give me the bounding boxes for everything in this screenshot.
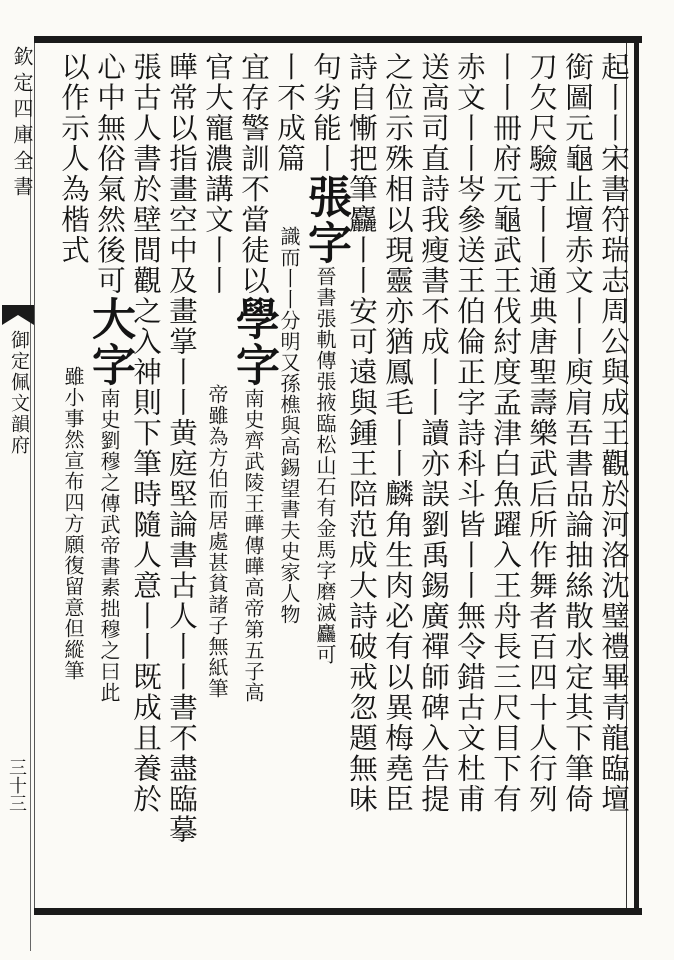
frame-right-border — [634, 36, 639, 915]
text-column-7: 之位示殊相以現靈亦猶鳳毛丨丨麟角生肉必有以異梅堯臣 — [381, 52, 414, 815]
text-column-13: 曄常以指畫空中及畫掌丨丨黄庭堅論書古人丨丨書不盡臨摹 — [165, 52, 198, 845]
headword-zhang-zi: 張字 — [300, 174, 351, 266]
section-title: 御定佩文韻府 — [8, 330, 30, 456]
text-column-1: 起丨丨宋書符瑞志周公與成王觀於河洛沈璧禮畢青龍臨壇 — [597, 52, 630, 815]
text-column-12: 官大寵濃講文丨丨帝雖為方伯而居處甚貧諸子無紙筆 — [201, 52, 234, 699]
text-column-2: 銜圖元龜止壇赤文丨丨庾肩吾書品論抽絲散水定其下筆倚 — [561, 52, 594, 815]
text-column-14: 張古人書於壁間觀之入神則下筆時隨人意丨丨既成且養於 — [129, 52, 162, 815]
text-column-10: 丨不成篇識而丨丨分明又孫樵與高錫望書夫史家人物 — [273, 52, 306, 625]
text-column-15: 心中無俗氣然後可大字南史劉穆之傳武帝書素拙穆之曰此 — [84, 52, 135, 703]
book-title: 欽定四庫全書 — [10, 46, 34, 202]
headword-xue-zi: 學字 — [228, 296, 279, 388]
text-column-16: 以作示人為楷式雖小事然宣布四方願復留意但縱筆 — [57, 52, 90, 681]
text-column-3: 刀欠尺驗于丨丨通典唐聖壽樂武后所作舞者百四十人行列 — [525, 52, 558, 815]
text-column-5: 赤文丨丨岑參送王伯倫正字詩科斗皆丨丨無令錯古文杜甫 — [453, 52, 486, 815]
headword-da-zi: 大字 — [84, 296, 135, 388]
text-column-8: 詩自慚把筆麤丨丨安可遠與鍾王陪范成大詩破戒忽題無味 — [345, 52, 378, 815]
gutter-rule — [30, 86, 31, 951]
text-column-4: 丨丨冊府元龜武王伐紂度孟津白魚躍入王舟長三尺目下有 — [489, 52, 522, 815]
frame-bottom-border — [34, 908, 642, 915]
fish-tail-mark-icon — [2, 305, 34, 325]
page-number: 三十三 — [6, 758, 27, 812]
text-column-9: 句劣能丨張字晉書張軌傳張掖臨松山石有金馬字磨滅麤可 — [300, 52, 351, 665]
text-column-11: 宜存警訓不當徒以學字南史齊武陵王曄傳曄高帝第五子高 — [228, 52, 279, 703]
frame-top-border — [34, 36, 642, 43]
text-column-6: 送高司直詩我瘦書不成丨丨讀亦誤劉禹錫廣禪師碑入告提 — [417, 52, 450, 815]
